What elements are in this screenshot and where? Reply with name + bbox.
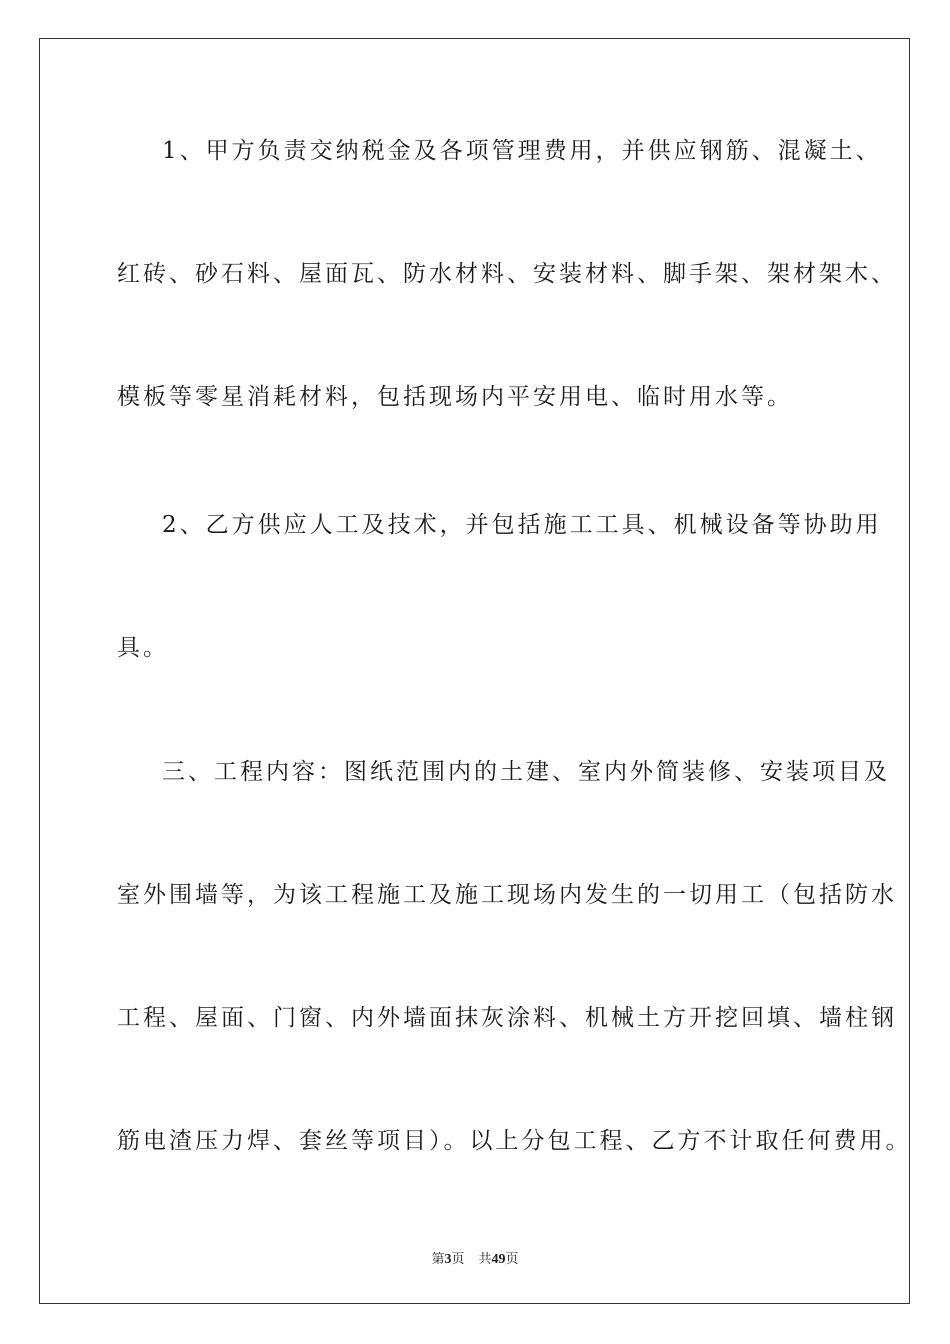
- paragraph-1-line-2: 红砖、砂石料、屋面瓦、防水材料、安装材料、脚手架、架材架木、: [117, 261, 897, 287]
- paragraph-2-line-1: 2、乙方供应人工及技术，并包括施工工具、机械设备等协助用: [162, 512, 882, 538]
- paragraph-1-line-1: 1、甲方负责交纳税金及各项管理费用，并供应钢筋、混凝土、: [162, 138, 882, 164]
- total-prefix: 共: [478, 1252, 492, 1267]
- section-3-line-4: 筋电渣压力焊、套丝等项目）。以上分包工程、乙方不计取任何费用。: [117, 1128, 912, 1154]
- page-prefix: 第: [431, 1252, 445, 1267]
- page-suffix: 页: [451, 1252, 465, 1267]
- total-page-number: 49: [491, 1252, 506, 1267]
- current-page-number: 3: [444, 1252, 452, 1267]
- total-suffix: 页: [505, 1252, 519, 1267]
- page-border: [39, 38, 910, 1304]
- paragraph-2-line-2: 具。: [117, 635, 169, 661]
- section-3-line-2: 室外围墙等，为该工程施工及施工现场内发生的一切用工（包括防水: [117, 882, 897, 908]
- paragraph-1-line-3: 模板等零星消耗材料，包括现场内平安用电、临时用水等。: [117, 384, 793, 410]
- page-footer: [0, 1248, 950, 1268]
- section-3-line-3: 工程、屋面、门窗、内外墙面抹灰涂料、机械土方开挖回填、墙柱钢: [117, 1005, 897, 1031]
- section-3-line-1: 三、工程内容：图纸范围内的土建、室内外简装修、安装项目及: [162, 759, 890, 785]
